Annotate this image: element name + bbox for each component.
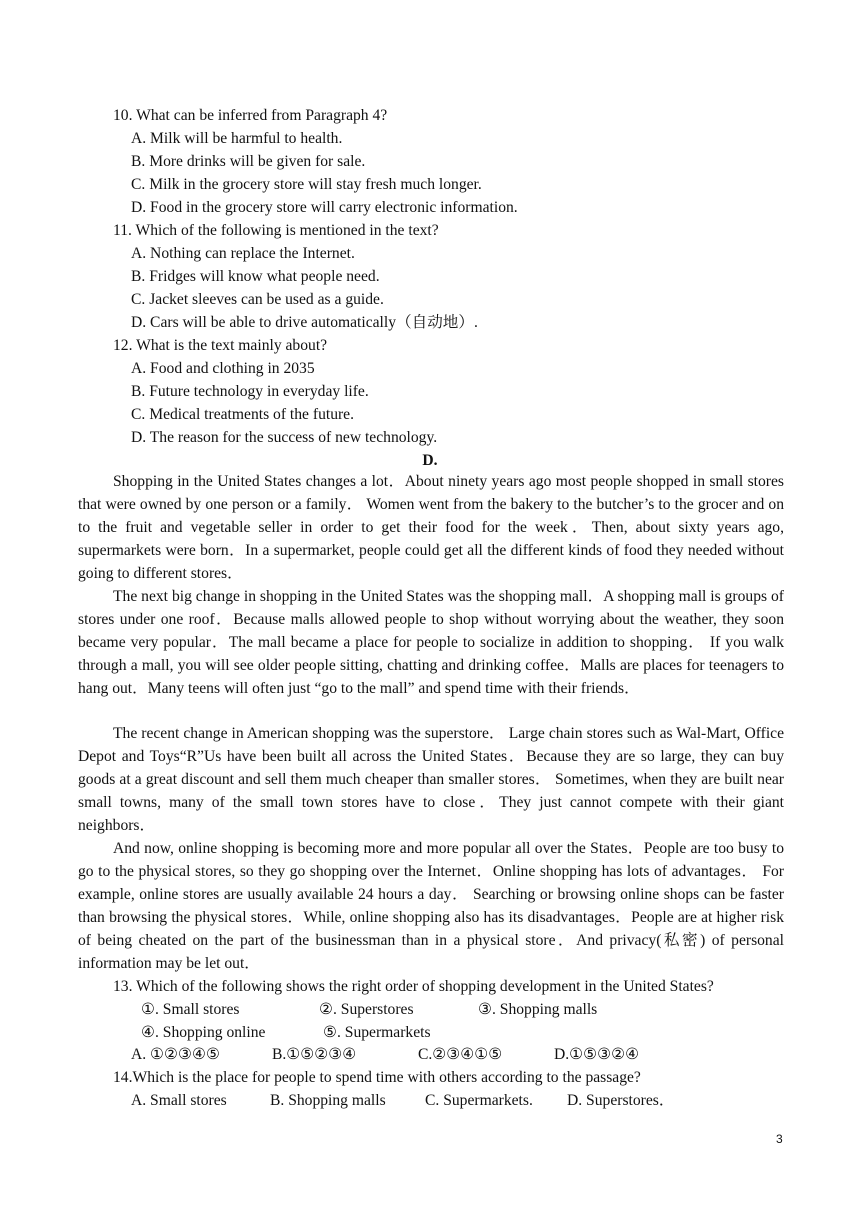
question-14-answer-a: A. Small stores: [131, 1092, 227, 1109]
question-13-item-1: ①. Small stores: [141, 1001, 240, 1018]
question-13-item-5: ⑤. Supermarkets: [323, 1024, 431, 1041]
page-number: 3: [776, 1132, 783, 1146]
passage-paragraph-1: Shopping in the United States changes a lot．About ninety years ago most people shopped in small stores that were owned by one person or a family． Women went from the bakery to the butcher’s to the grocer and on to the fruit and vegetable seller in order to get their food for the week．Then, about sixty years ago, supermarkets were born．In a supermarket, people could get all the different kinds of food they needed without going to different stores．: [78, 473, 784, 582]
passage-paragraph-4: And now, online shopping is becoming more and more popular all over the States．People are too busy to go to the physical stores, so they go shopping over the Internet．Online shopping has lots of advantages． For example, online stores are usually available 24 hours a day． Searching or browsing online shops can be faster than browsing the physical stores．While, online shopping also has its disadvantages．People are at higher risk of being cheated on the part of the businessman than in a physical store．And privacy(私密) of personal information may be let out．: [78, 840, 784, 972]
question-10-option-c: C. Milk in the grocery store will stay fresh much longer.: [131, 176, 482, 193]
question-13-item-2: ②. Superstores: [319, 1001, 414, 1018]
question-13-item-4: ④. Shopping online: [141, 1024, 266, 1041]
passage-paragraph-3: The recent change in American shopping was the superstore． Large chain stores such as Wal-Mart, Office Depot and Toys“R”Us have been built all across the United States．Because they are so large, they can buy goods at a great discount and sell them much cheaper than smaller stores． Sometimes, when they are built near small towns, many of the small town stores have to close．They just cannot compete with their giant neighbors．: [78, 725, 784, 834]
question-14-answer-b: B. Shopping malls: [270, 1092, 386, 1109]
question-14-answer-c: C. Supermarkets.: [425, 1092, 533, 1109]
question-11-option-b: B. Fridges will know what people need.: [131, 268, 380, 285]
question-10-option-a: A. Milk will be harmful to health.: [131, 130, 343, 147]
question-13-stem: 13. Which of the following shows the right order of shopping development in the United States?: [113, 978, 714, 995]
question-13-item-3: ③. Shopping malls: [478, 1001, 598, 1018]
section-heading: D.: [422, 452, 438, 469]
passage-paragraph-2: The next big change in shopping in the United States was the shopping mall．A shopping mall is groups of stores under one roof．Because malls allowed people to shop without worrying about the weather, they soon became very popular．The mall became a place for people to socialize in addition to shopping． If you walk through a mall, you will see older people sitting, chatting and drinking coffee．Malls are places for teenagers to hang out．Many teens will often just “go to the mall” and spend time with their friends．: [78, 588, 784, 697]
question-13-answer-a: A. ①②③④⑤: [131, 1046, 220, 1063]
question-10-stem: 10. What can be inferred from Paragraph 4?: [113, 107, 388, 124]
question-13-answer-d: D.①⑤③②④: [554, 1046, 640, 1063]
question-12-option-d: D. The reason for the success of new technology.: [131, 429, 438, 446]
question-11-stem: 11. Which of the following is mentioned in the text?: [113, 222, 439, 239]
question-11-option-a: A. Nothing can replace the Internet.: [131, 245, 355, 262]
question-10-option-d: D. Food in the grocery store will carry electronic information.: [131, 199, 518, 216]
question-11-option-d: D. Cars will be able to drive automatically（自动地）.: [131, 314, 478, 331]
question-12-option-b: B. Future technology in everyday life.: [131, 383, 369, 400]
question-12-stem: 12. What is the text mainly about?: [113, 337, 328, 354]
question-12-option-c: C. Medical treatments of the future.: [131, 406, 355, 423]
question-12-option-a: A. Food and clothing in 2035: [131, 360, 315, 377]
question-14-stem: 14.Which is the place for people to spend time with others according to the passage?: [113, 1069, 641, 1086]
question-13-answer-b: B.①⑤②③④: [272, 1046, 357, 1063]
question-13-answer-c: C.②③④①⑤: [418, 1046, 503, 1063]
question-11-option-c: C. Jacket sleeves can be used as a guide.: [131, 291, 384, 308]
question-14-answer-d: D. Superstores．: [567, 1092, 675, 1109]
question-10-option-b: B. More drinks will be given for sale.: [131, 153, 366, 170]
